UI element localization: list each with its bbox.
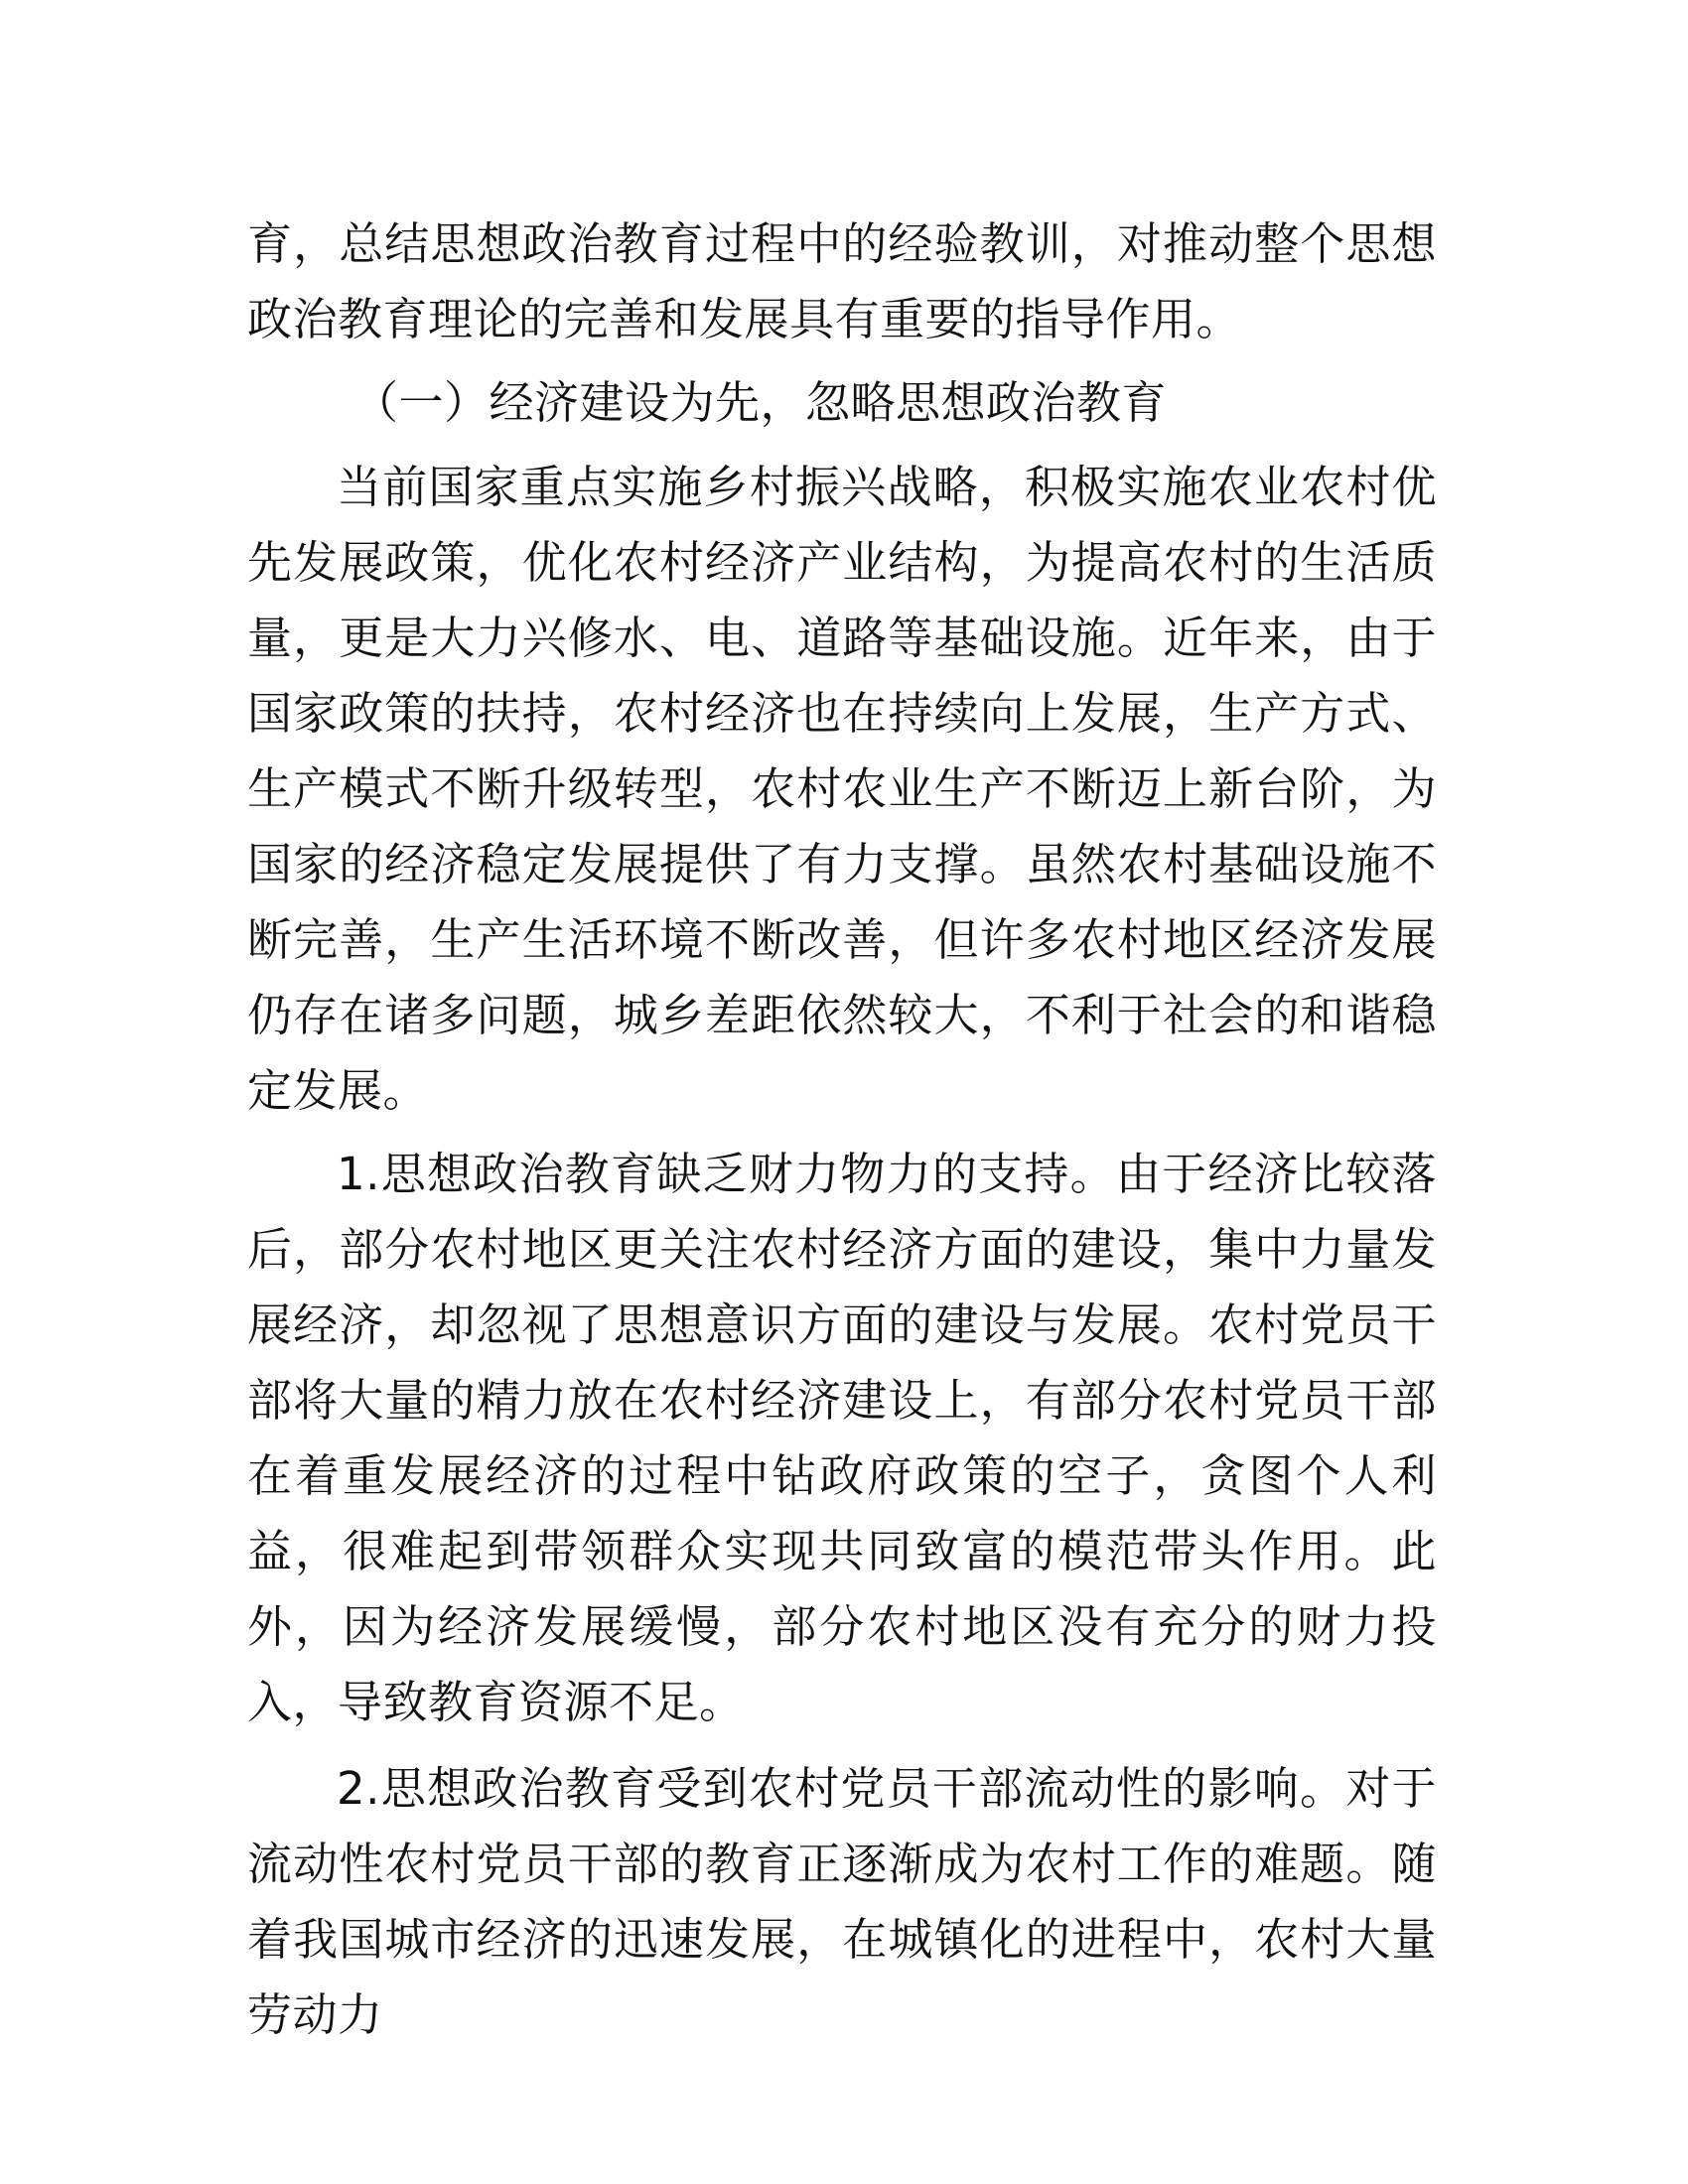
paragraph-point-1: 1.思想政治教育缺乏财力物力的支持。由于经济比较落后，部分农村地区更关注农村经济方面的建设，集中力量发展经济，却忽视了思想意识方面的建设与发展。农村党员干部将大量的精力放在农村经济建设上，有部分农村党员干部在着重发展经济的过程中钻政府政策的空子，贪图个人利益，很难起到带领群众实现共同致富的模范带头作用。此外，因为经济发展缓慢，部分农村地区没有充分的财力投入，导致教育资源不足。	[247, 1148, 1437, 1728]
paragraph-rural-revitalization: 当前国家重点实施乡村振兴战略，积极实施农业农村优先发展政策，优化农村经济产业结构，为提高农村的生活质量，更是大力兴修水、电、道路等基础设施。近年来，由于国家政策的扶持，农村经济也在持续向上发展，生产方式、生产模式不断升级转型，农村农业生产不断迈上新台阶，为国家的经济稳定发展提供了有力支撑。虽然农村基础设施不断完善，生产生活环境不断改善，但许多农村地区经济发展仍存在诸多问题，城乡差距依然较大，不利于社会的和谐稳定发展。	[247, 461, 1437, 1117]
document-body	[247, 206, 1437, 2053]
section-heading: （一）经济建设为先，忽略思想政治教育	[353, 376, 1168, 429]
paragraph-continuation: 育，总结思想政治教育过程中的经验教训，对推动整个思想政治教育理论的完善和发展具有重要的指导作用。	[247, 217, 1437, 345]
paragraph-point-2: 2.思想政治教育受到农村党员干部流动性的影响。对于流动性农村党员干部的教育正逐渐成为农村工作的难题。随着我国城市经济的迅速发展，在城镇化的进程中，农村大量劳动力	[247, 1762, 1437, 2041]
